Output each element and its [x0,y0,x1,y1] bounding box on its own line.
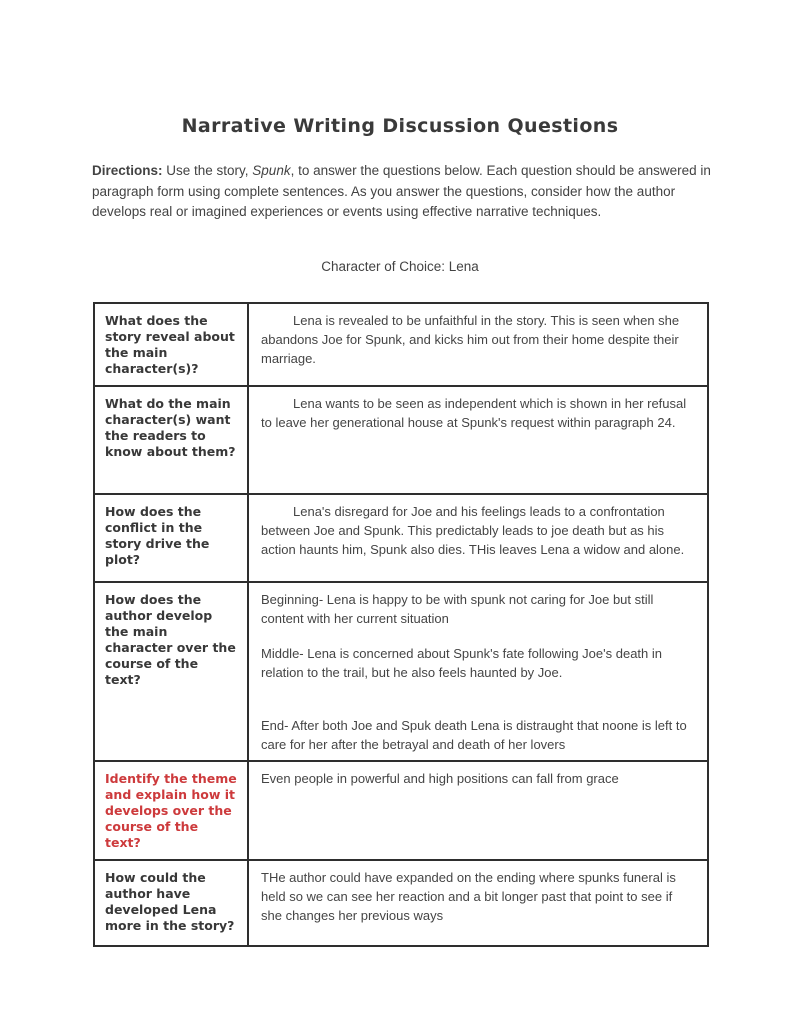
directions-label: Directions: [92,163,163,178]
table-row-theme [94,761,708,860]
question-cell-characters-want: What do the main character(s) want the readers to know about them? [94,386,248,494]
answer-paragraph-beginning: Beginning- Lena is happy to be with spunk not caring for Joe but still content with her current situation [261,592,654,626]
answer-cell-theme: Even people in powerful and high positions can fall from grace [248,761,708,860]
question-cell-character-development: How does the author develop the main character over the course of the text? [94,582,248,761]
question-cell-conflict-plot: How does the conflict in the story drive the plot? [94,494,248,582]
table-row-characters-want [94,386,708,494]
question-cell-story-reveal: What does the story reveal about the main character(s)? [94,303,248,386]
directions-paragraph [92,161,712,223]
answer-paragraph-end: End- After both Joe and Spuk death Lena is distraught that noone is left to care for her after the betrayal and death of her lovers [261,718,687,752]
directions-text-after-story: , to answer the questions below. Each question should be answered in paragraph form using complete sentences. As you answer the questions, consider how the author develops real or imagined experiences or events using effective narrative techniques. [92,163,711,219]
answer-cell-develop-lena-more: THe author could have expanded on the ending where spunks funeral is held so we can see her reaction and a bit longer past that point to see if she changes her previous ways [248,860,708,946]
page-title: Narrative Writing Discussion Questions [181,115,619,137]
directions-story-title: Spunk [252,163,291,178]
discussion-questions-table-body [94,303,708,946]
question-cell-develop-lena-more: How could the author have developed Lena more in the story? [94,860,248,946]
table-row-character-development [94,582,708,761]
answer-paragraph-middle: Middle- Lena is concerned about Spunk's fate following Joe's death in relation to the trail, but he also feels haunted by Joe. [261,646,662,680]
answer-cell-story-reveal: Lena is revealed to be unfaithful in the story. This is seen when she abandons Joe for Spunk, and kicks him out from their home despite their marriage. [248,303,708,386]
table-row-story-reveal [94,303,708,386]
table-row-conflict-plot [94,494,708,582]
answer-cell-character-development [248,582,708,761]
question-cell-theme: Identify the theme and explain how it develops over the course of the text? [94,761,248,860]
answer-cell-conflict-plot: Lena's disregard for Joe and his feelings leads to a confrontation between Joe and Spunk. This predictably leads to joe death but as his action haunts him, Spunk also dies. THis leaves Lena a widow and alone. [248,494,708,582]
answer-cell-characters-want: Lena wants to be seen as independent which is shown in her refusal to leave her generational house at Spunk's request within paragraph 24. [248,386,708,494]
directions-text-before-story: Use the story, [162,163,253,178]
table-row-develop-lena-more [94,860,708,946]
discussion-questions-table [93,302,709,947]
character-of-choice-line: Character of Choice: Lena [321,259,479,274]
